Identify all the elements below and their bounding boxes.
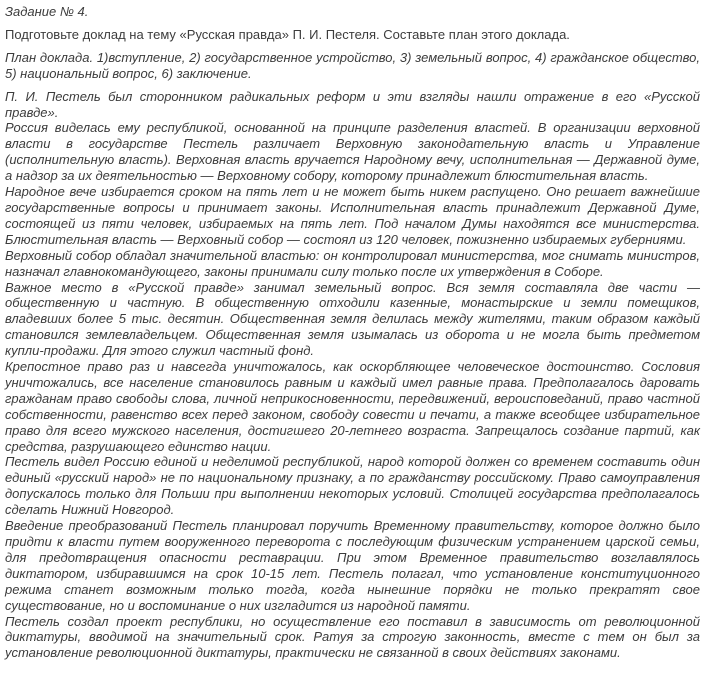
paragraph-supreme-council: Верховный собор обладал значительной властью: он контролировал министерства, мог снимать министров, назначал главнокомандующего, законы принимали силу только после их утверждения в Соборе. xyxy=(5,247,700,279)
paragraph-conclusion: Пестель создал проект республики, но осуществление его поставил в зависимость от революционной диктатуры, вводимой на значительный срок. Ратуя за строгую законность, вместе с тем он был за установление революционной диктатуры, практически не связанной в своих действиях законами. xyxy=(5,613,700,661)
task-title: Задание № 4. xyxy=(5,4,89,19)
paragraph-intro: П. И. Пестель был сторонником радикальных реформ и эти взгляды нашли отражение в его «Русской правде». xyxy=(5,88,700,120)
paragraph-separation-of-powers: Россия виделась ему республикой, основанной на принципе разделения властей. В организации верховной власти в государстве Пестель различает Верховную законодательную власть и Управление (исполнительную власть). Верховная власть вручается Народному вечу, исполнительная — Державной думе, а надзор за их деятельностью — Верховному собору, которому принадлежит блюстительная власть. xyxy=(5,120,700,184)
task-text: Подготовьте доклад на тему «Русская правда» П. И. Пестеля. Составьте план этого доклада. xyxy=(5,26,570,42)
paragraph-peoples-veche: Народное вече избирается сроком на пять лет и не может быть никем распущено. Оно решает важнейшие государственные вопросы и принимает законы. Исполнительная власть принадлежит Державной Думе, состоящей из пяти человек, избираемых на пять лет. Под началом Думы находятся все министерства. Блюстительная власть — Верховный собор — состоял из 120 человек, пожизненно избираемых губерниями. xyxy=(5,184,700,247)
paragraph-land-question: Важное место в «Русской правде» занимал земельный вопрос. Вся земля составляла две части — общественную и частную. В общественную отходили казенные, монастырские и земли помещиков, владевших более 5 тыс. десятин. Общественная земля делилась между жителями, таким образом каждый становился землевладельцем. Общественная земля изымалась из оборота и не могла быть предметом купли-продажи. Для этого служил частный фонд. xyxy=(5,279,700,359)
paragraph-civil-society: Крепостное право раз и навсегда уничтожалось, как оскорбляющее человеческое достоинство. Сословия уничтожались, все население становилось равным и каждый имел равные права. Предполагалось даровать гражданам право свободы слова, личной неприкосновенности, передвижений, вероисповеданий, право частной собственности, равенство всех перед законом, свободу совести и печати, а также всеобщее избирательное право для всего мужского населения, достигшего 20-летнего возраста. Запрещалось создание партий, как средства, разрушающего единство нации. xyxy=(5,359,700,454)
paragraph-provisional-government: Введение преобразований Пестель планировал поручить Временному правительству, которое должно было придти к власти путем вооруженного переворота с последующим физическим устранением царской семьи, для предотвращения опасности реставрации. При этом Временное правительство возглавлялось диктатором, избиравшимся на срок 10-15 лет. Пестель полагал, что установление конституционного режима станет возможным только тогда, когда нынешние порядки не только прекратят свое существование, но и воспоминание о них изгладится из народной памяти. xyxy=(5,518,700,613)
report-plan: План доклада. 1)вступление, 2) государственное устройство, 3) земельный вопрос, 4) гражданское общество, 5) национальный вопрос, 6) заключение. xyxy=(5,49,700,81)
paragraph-national-question: Пестель видел Россию единой и неделимой республикой, народ которой должен со временем составить один единый «русский народ» не по национальному признаку, а по гражданству российскому. Право самоуправления допускалось только для Польши при выполнении некоторых условий. Столицей государства предполагалось сделать Нижний Новгород. xyxy=(5,454,700,518)
